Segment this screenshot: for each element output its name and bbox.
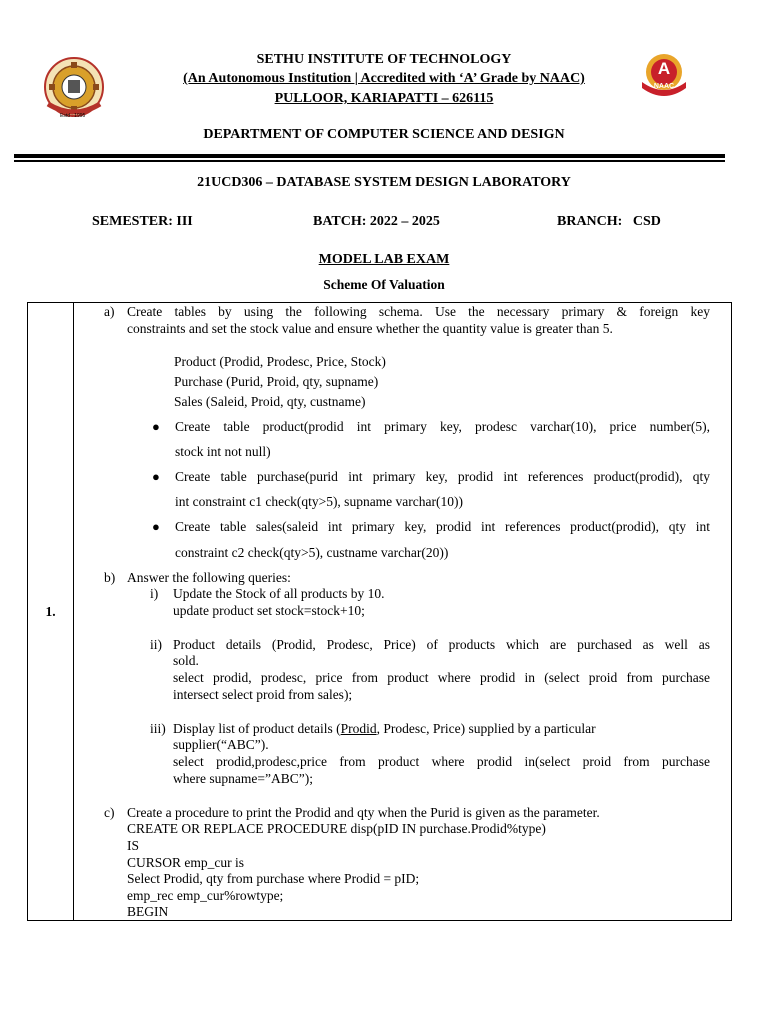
naac-logo-text: NAAC	[653, 83, 675, 90]
course-title: 21UCD306 – DATABASE SYSTEM DESIGN LABORATORY	[197, 175, 571, 190]
exam-title: MODEL LAB EXAM	[318, 252, 450, 267]
bullet2-line2: int constraint c1 check(qty>5), supname varchar(10))	[175, 494, 464, 509]
branch-label: BRANCH: CSD	[557, 214, 661, 229]
query1-number: i)	[150, 586, 159, 601]
part-c-intro: Create a procedure to print the Prodid and qty when the Purid is given as the parameter.	[127, 805, 600, 820]
schema-purchase: Purchase (Purid, Proid, qty, supname)	[174, 374, 379, 389]
code-line: Select Prodid, qty from purchase where Prodid = pID;	[127, 871, 420, 886]
query3-line1	[173, 721, 710, 738]
query2-answer1: select prodid, prodesc, price from product where prodid in (select proid from purchase	[173, 670, 710, 685]
schema-product: Product (Prodid, Prodesc, Price, Stock)	[174, 354, 386, 369]
schema-sales: Sales (Saleid, Proid, qty, custname)	[174, 394, 366, 409]
naac-logo-letter: A	[657, 59, 671, 78]
college-seal-caption: Estd : 1995	[60, 113, 86, 119]
institute-name: SETHU INSTITUTE OF TECHNOLOGY	[256, 52, 512, 67]
bullet-dot: ●	[152, 469, 160, 484]
query2-number: ii)	[150, 637, 162, 652]
semester-label: SEMESTER: III	[92, 214, 193, 229]
code-line: IS	[127, 838, 140, 853]
query2-line2: sold.	[173, 653, 199, 668]
part-a-line2: constraints and set the stock value and ensure whether the quantity value is greater than 5.	[127, 321, 613, 336]
question-table	[27, 302, 732, 921]
query3-answer1: select prodid,prodesc,price from product where prodid in(select proid from purchase	[173, 754, 710, 769]
query2-line1: Product details (Prodid, Prodesc, Price) of products which are purchased as well as	[173, 637, 710, 652]
bullet-dot: ●	[152, 519, 160, 534]
code-line: BEGIN	[127, 904, 169, 919]
question-content	[74, 303, 732, 921]
accreditation-line: (An Autonomous Institution | Accredited with ‘A’ Grade by NAAC)	[183, 71, 585, 86]
bullet2-line1: Create table purchase(purid int primary key, prodid int references product(prodid), qty	[175, 469, 710, 484]
query3-line1-pre: Display list of product details (	[173, 721, 341, 736]
query3-number: iii)	[150, 721, 166, 736]
scheme-title: Scheme Of Valuation	[323, 277, 445, 292]
batch-label: BATCH: 2022 – 2025	[313, 214, 440, 229]
bullet1-line2: stock int not null)	[175, 444, 271, 459]
code-line: emp_rec emp_cur%rowtype;	[127, 888, 284, 903]
code-line: CREATE OR REPLACE PROCEDURE disp(pID IN purchase.Prodid%type)	[127, 821, 546, 836]
query1-answer: update product set stock=stock+10;	[173, 603, 365, 618]
part-b-label: b)	[104, 570, 116, 585]
question-number: 1.	[28, 303, 74, 921]
query3-line2: supplier(“ABC”).	[173, 737, 269, 752]
part-b-intro: Answer the following queries:	[127, 570, 291, 585]
bullet3-line1: Create table sales(saleid int primary key, prodid int references product(prodid), qty int	[175, 519, 710, 534]
bullet1-line1: Create table product(prodid int primary key, prodesc varchar(10), price number(5),	[175, 419, 710, 434]
code-line: CURSOR emp_cur is	[127, 855, 245, 870]
part-a-line1: Create tables by using the following schema. Use the necessary primary & foreign key	[127, 304, 710, 319]
institute-address: PULLOOR, KARIAPATTI – 626115	[274, 91, 494, 106]
header-rule-thick	[14, 154, 725, 158]
query3-line1-underlined: Prodid	[340, 721, 377, 736]
bullet3-line2: constraint c2 check(qty>5), custname varchar(20))	[175, 545, 449, 560]
part-c-label: c)	[104, 805, 115, 820]
query3-line1-post: , Prodesc, Price) supplied by a particular	[376, 721, 596, 736]
header-rule-thin	[14, 160, 725, 162]
part-a-label: a)	[104, 304, 115, 319]
query1-text: Update the Stock of all products by 10.	[173, 586, 385, 601]
department-name: DEPARTMENT OF COMPUTER SCIENCE AND DESIGN	[203, 127, 565, 142]
query3-answer2: where supname=”ABC”);	[173, 771, 313, 786]
query2-answer2: intersect select proid from sales);	[173, 687, 353, 702]
bullet-dot: ●	[152, 419, 160, 434]
